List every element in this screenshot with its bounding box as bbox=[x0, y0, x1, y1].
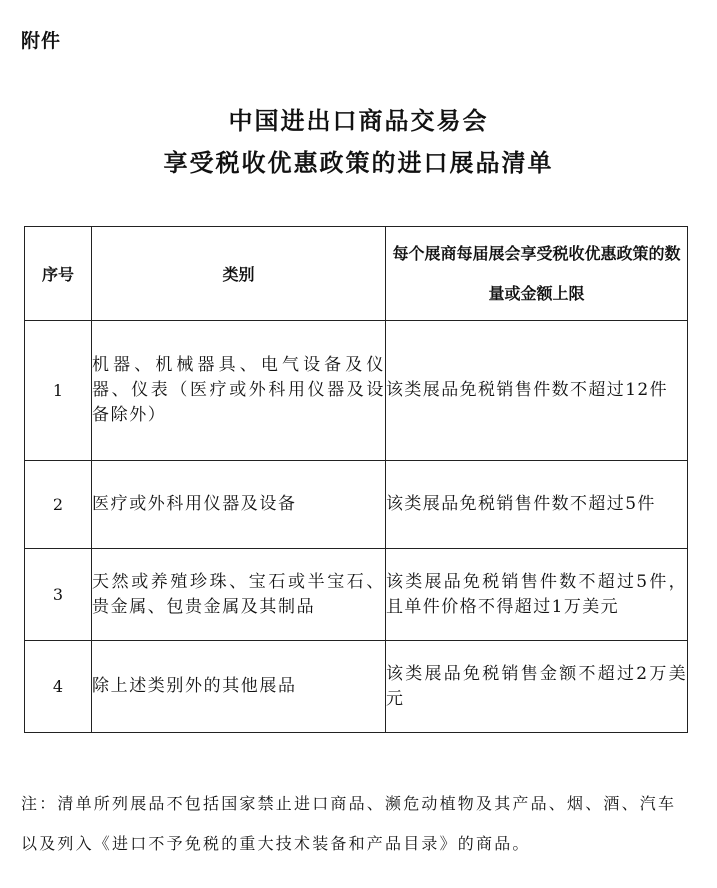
row-number: 3 bbox=[25, 549, 92, 641]
row-limit: 该类展品免税销售件数不超过5件 bbox=[386, 461, 688, 549]
document-title-line-1: 中国进出口商品交易会 bbox=[228, 106, 489, 135]
row-limit: 该类展品免税销售金额不超过2万美元 bbox=[386, 641, 688, 733]
row-number: 4 bbox=[25, 641, 92, 733]
row-number: 1 bbox=[25, 321, 92, 461]
table-row bbox=[25, 641, 688, 733]
header-no: 序号 bbox=[25, 227, 92, 321]
row-number: 2 bbox=[25, 461, 92, 549]
footnote: 注：清单所列展品不包括国家禁止进口商品、濒危动植物及其产品、烟、酒、汽车以及列入《进口不予免税的重大技术装备和产品目录》的商品。 bbox=[21, 794, 677, 853]
table-row bbox=[25, 549, 688, 641]
table-row bbox=[25, 321, 688, 461]
row-category: 医疗或外科用仪器及设备 bbox=[92, 461, 386, 549]
attachment-label: 附件 bbox=[21, 30, 62, 52]
table-header-row bbox=[25, 227, 688, 321]
row-limit: 该类展品免税销售件数不超过12件 bbox=[386, 321, 688, 461]
table-row bbox=[25, 461, 688, 549]
row-category: 天然或养殖珍珠、宝石或半宝石、贵金属、包贵金属及其制品 bbox=[92, 549, 386, 641]
row-limit: 该类展品免税销售件数不超过5件，且单件价格不得超过1万美元 bbox=[386, 549, 688, 641]
row-category: 除上述类别外的其他展品 bbox=[92, 641, 386, 733]
exhibit-list-table bbox=[24, 226, 688, 733]
header-limit: 每个展商每届展会享受税收优惠政策的数量或金额上限 bbox=[386, 227, 688, 321]
header-category: 类别 bbox=[92, 227, 386, 321]
row-category: 机器、机械器具、电气设备及仪器、仪表（医疗或外科用仪器及设备除外） bbox=[92, 321, 386, 461]
document-title-line-2: 享受税收优惠政策的进口展品清单 bbox=[163, 148, 554, 177]
